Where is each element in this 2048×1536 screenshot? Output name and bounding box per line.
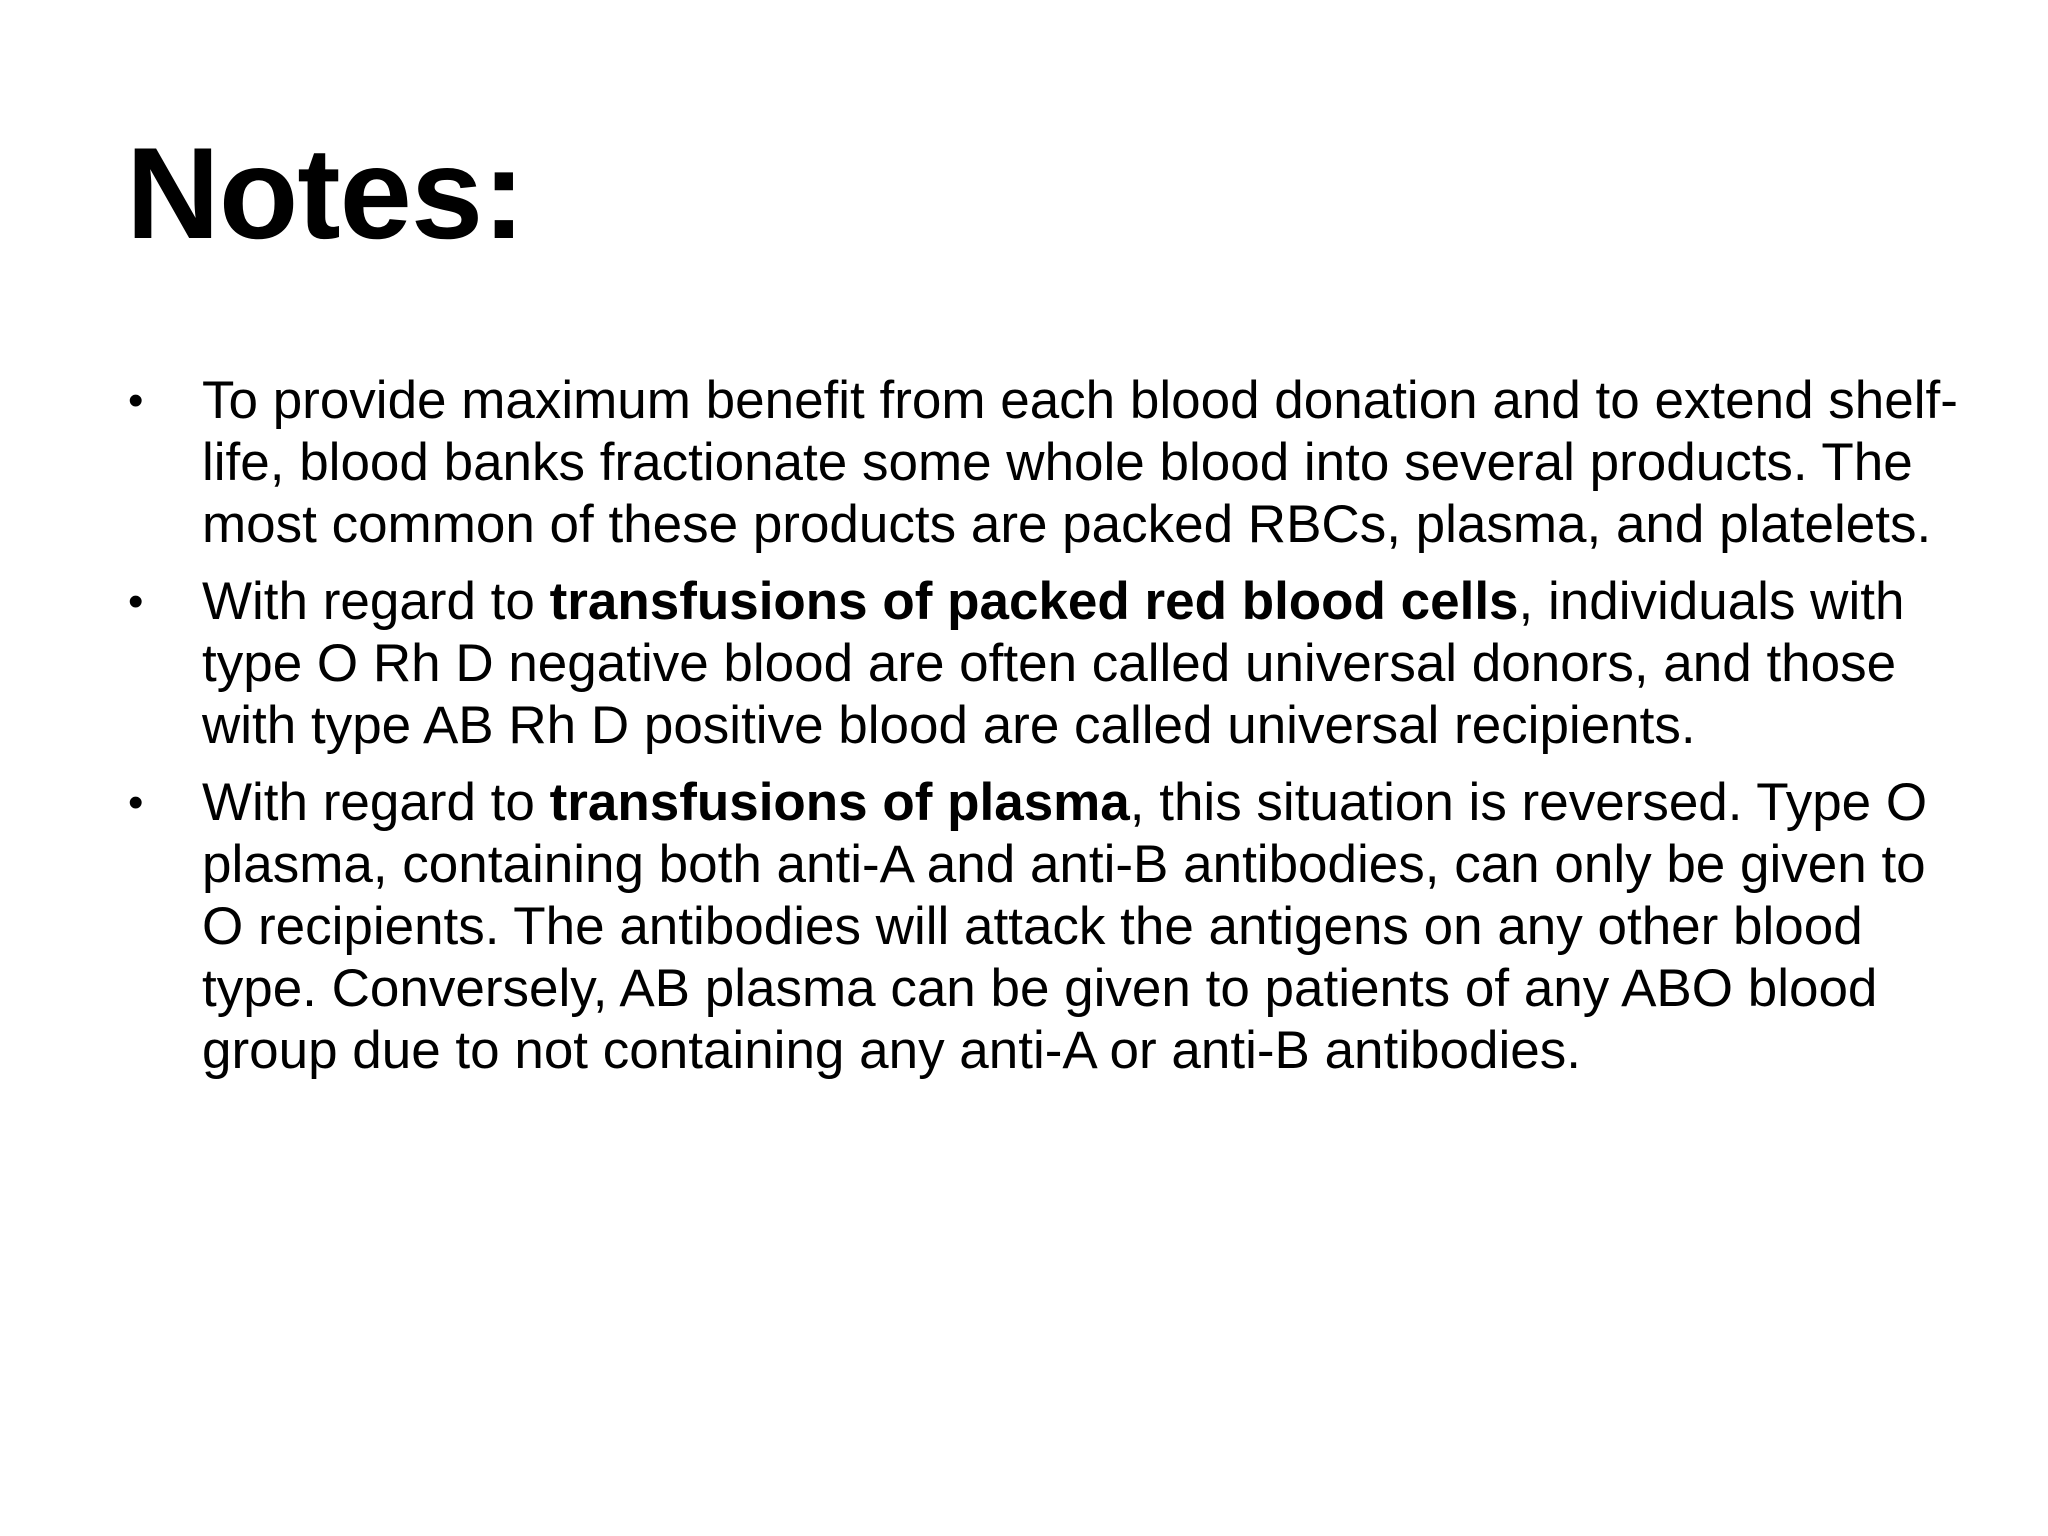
bullet-glyph: •: [128, 577, 144, 626]
bullet-text-2: [202, 571, 1966, 757]
bullet-3-segment-1: With regard to: [202, 773, 550, 832]
bullet-item-2: [126, 571, 1966, 757]
bullet-item-3: [126, 772, 1966, 1082]
bullet-list: [126, 370, 1966, 1097]
bullet-2-segment-1: With regard to: [202, 572, 550, 631]
bullet-glyph: •: [128, 376, 144, 425]
bullet-1-segment-1: To provide maximum benefit from each blood donation and to extend shelf-life, blood banks fractionate some whole blood into several products. The most common of these products are packed RBCs, plasma, and platelets.: [202, 371, 1958, 554]
bullet-2-emphasis: transfusions of packed red blood cells: [549, 572, 1519, 631]
bullet-item-1: [126, 370, 1966, 556]
bullet-3-emphasis: transfusions of plasma: [549, 773, 1130, 832]
bullet-2-segment-3: , individuals with type O Rh D negative blood are often called universal donors, and those with type AB Rh D positive blood are called universal recipients.: [202, 572, 1905, 755]
bullet-text-3: [202, 772, 1966, 1082]
bullet-glyph: •: [128, 778, 144, 827]
bullet-text-1: [202, 370, 1966, 556]
bullet-3-segment-3: , this situation is reversed. Type O plasma, containing both anti-A and anti-B antibodies, can only be given to O recipients. The antibodies will attack the antigens on any other blood type. Conversely, AB plasma can be given to patients of any ABO blood group due to not containing any anti-A or anti-B antibodies.: [202, 773, 1928, 1080]
slide-title: Notes:: [126, 120, 525, 266]
